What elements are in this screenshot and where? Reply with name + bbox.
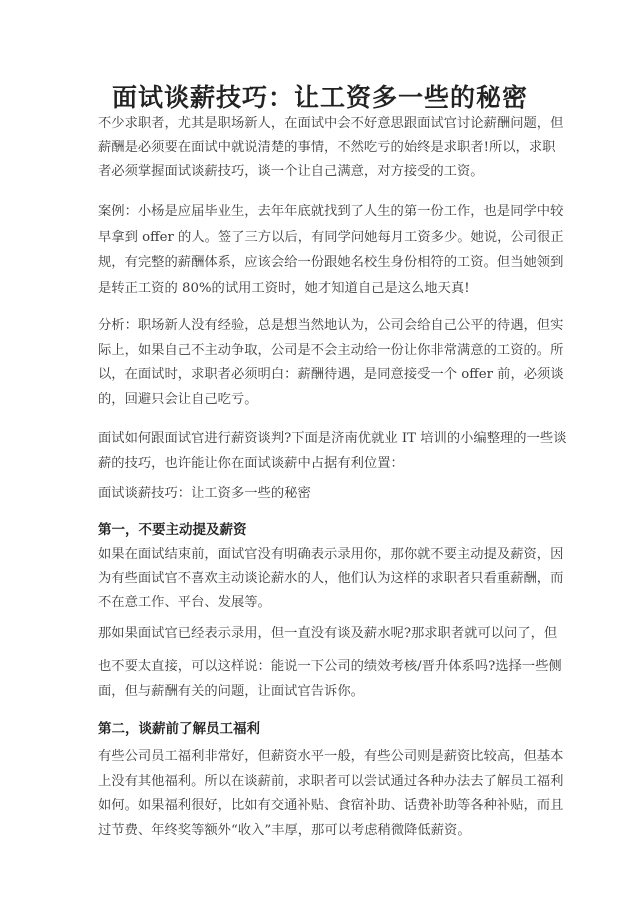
text-line: 不少求职者，尤其是职场新人，在面试中会不好意思跟面试官讨论薪酬问题，但 <box>98 116 564 131</box>
section-1-paragraph <box>98 543 564 615</box>
section-2-paragraph <box>98 745 564 843</box>
section-heading-2: 第二，谈薪前了解员工福利 <box>98 721 260 737</box>
analysis-paragraph <box>98 314 564 412</box>
text-line: 如果在面试结束前，面试官没有明确表示录用你，那你就不要主动提及薪资，因 <box>98 547 564 562</box>
case-paragraph <box>98 199 564 301</box>
text-line: 如何。如果福利很好，比如有交通补贴、食宿补助、话费补助等各种补贴，而且 <box>98 798 564 813</box>
document-title: 面试谈薪技巧：让工资多一些的秘密 <box>111 83 528 112</box>
section-1-paragraph-2 <box>98 654 562 704</box>
text-line: 薪的技巧，也许能让你在面试谈薪中占据有利位置： <box>98 456 404 471</box>
text-line: 为有些面试官不喜欢主动谈论薪水的人，他们认为这样的求职者只看重薪酬，而 <box>98 571 564 586</box>
text-line: 也不要太直接，可以这样说：能说一下公司的绩效考核/晋升体系吗?选择一些侧 <box>98 659 562 674</box>
section-1-paragraph-2-first-line <box>98 622 558 646</box>
text-line: 的，回避只会让自己吃亏。 <box>98 391 258 407</box>
text-line: 际上，如果自己不主动争取，公司是不会主动给一份让你非常满意的工资的。所 <box>98 342 564 358</box>
intro-tips-paragraph <box>98 426 567 476</box>
text-line: 面，但与薪酬有关的问题，让面试官告诉你。 <box>98 684 364 699</box>
subtitle-paragraph <box>98 482 546 506</box>
text-line: 面试谈薪技巧：让工资多一些的秘密 <box>98 486 311 501</box>
text-line: 以，在面试时，求职者必须明白：薪酬待遇，是同意接受一个 offer 前，必须谈 <box>98 367 564 382</box>
text-line: 有些公司员工福利非常好，但薪资水平一般，有些公司则是薪资比较高，但基本 <box>98 749 564 764</box>
section-heading-1: 第一，不要主动提及薪资 <box>98 522 247 538</box>
text-line: 不在意工作、平台、发展等。 <box>98 595 271 610</box>
text-line: 早拿到 offer 的人。签了三方以后，有同学问她每月工资多少。她说，公司很正 <box>98 229 564 245</box>
intro-paragraph <box>98 112 564 184</box>
text-line: 上没有其他福利。所以在谈薪前，求职者可以尝试通过各种办法去了解员工福利 <box>98 773 564 789</box>
text-line: 那如果面试官已经表示录用，但一直没有谈及薪水呢?那求职者就可以问了，但 <box>98 626 558 641</box>
text-line: 过节费、年终奖等额外“收入”丰厚，那可以考虑稍微降低薪资。 <box>98 822 471 838</box>
text-line: 是转正工资的 80%的试用工资时，她才知道自己是这么地天真! <box>98 280 470 296</box>
text-line: 者必须掌握面试谈薪技巧，谈一个让自己满意，对方接受的工资。 <box>98 164 484 179</box>
text-line: 分析：职场新人没有经验，总是想当然地认为，公司会给自己公平的待遇，但实 <box>98 318 564 333</box>
text-line: 案例：小杨是应届毕业生，去年年底就找到了人生的第一份工作，也是同学中较 <box>98 204 564 219</box>
text-line: 薪酬是必须要在面试中就说清楚的事情，不然吃亏的始终是求职者!所以，求职 <box>98 140 556 155</box>
text-line: 规，有完整的薪酬体系，应该会给一份跟她名校生身份相符的工资。但当她领到 <box>98 255 564 270</box>
text-line: 面试如何跟面试官进行薪资谈判?下面是济南优就业 IT 培训的小编整理的一些谈 <box>98 431 567 446</box>
